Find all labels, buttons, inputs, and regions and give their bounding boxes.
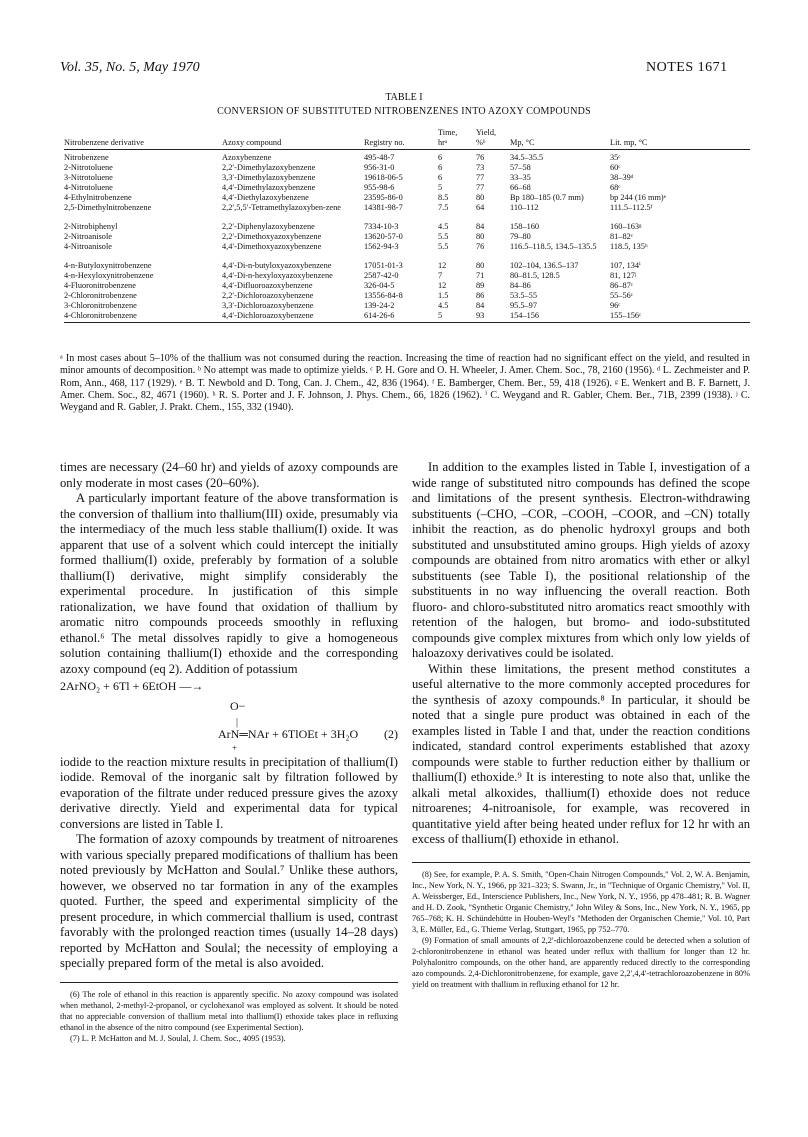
table-cell: 326-04-5: [364, 281, 395, 290]
table-header: Lit. mp, °C: [610, 138, 750, 150]
table-cell: 4,4′-Dimethoxyazoxybenzene: [222, 242, 322, 251]
table-cell: 19618-06-5: [364, 173, 403, 182]
table-row: [64, 271, 750, 281]
table-row: [64, 301, 750, 311]
table-header-top: Time,: [438, 128, 458, 137]
table-cell: 4,4′-Difluoroazoxybenzene: [222, 281, 313, 290]
paragraph: times are necessary (24–60 hr) and yields of azoxy compounds are only moderate in most cases (20–60%).: [60, 460, 398, 490]
table-row: [64, 311, 750, 323]
table-row: [64, 183, 750, 193]
table-cell: 5.5: [438, 242, 449, 251]
table-cell: 118.5, 135ʰ: [610, 242, 648, 251]
table-cell: 80–81.5, 128.5: [510, 271, 560, 280]
table-cell: 2587-42-0: [364, 271, 399, 280]
table-cell: 8.5: [438, 193, 449, 202]
table-caption: CONVERSION OF SUBSTITUTED NITROBENZENES INTO AZOXY COMPOUNDS: [217, 106, 591, 117]
table-cell: 2,5-Dimethylnitrobenzene: [64, 203, 152, 212]
table-cell: 4,4′-Dichloroazoxybenzene: [222, 311, 364, 323]
table-row: [64, 291, 750, 301]
paragraph: Within these limitations, the present method constitutes a useful alternative to the more commonly accepted procedures for the synthesis of azoxy compounds.⁸ In particular, it should be noted that a single pure product was obtained in each of the examples listed in Table I and that, under the reaction conditions indicated, standard control experiments established that azoxy compounds were stable to further reduction either by thallium or thallium(I) ethoxide.⁹ It is interesting to note also that, unlike the alkali metal alkoxides, thallium(I) ethoxide does not reduce nitroarenes; 4-nitroanisole, for example, was recovered in quantitative yield after being heated under reflux for 12 hr with an excess of thallium(I) ethoxide in ethanol.: [412, 661, 750, 846]
table-cell: 2,2′-Dichloroazoxybenzene: [222, 291, 314, 300]
table-header: Azoxy compound: [222, 138, 364, 150]
table-header-top: Yield,: [476, 128, 497, 137]
table-cell: 4-Fluoronitrobenzene: [64, 281, 136, 290]
table-cell: 956-31-0: [364, 163, 395, 172]
table-cell: 2-Nitrobiphenyl: [64, 222, 118, 231]
table-cell: 2-Nitrotoluene: [64, 163, 113, 172]
table-cell: 4.5: [438, 222, 449, 231]
table-cell: 66–68: [510, 183, 531, 192]
table-cell: 34.5–35.5: [510, 153, 544, 162]
footnote-6: (6) The role of ethanol in this reaction is apparently specific. No azoxy compound was isolated when methanol, 2-methyl-2-propanol, or cyclohexanol was employed as solvent. It should be noted that no appreciable conversion of thallium metal into thallium(I) ethoxide takes place in refluxing ethanol in the absence of the nitro compound (see Experimental Section).: [60, 989, 398, 1032]
paragraph: The formation of azoxy compounds by treatment of nitroarenes with various specially prepared modifications of thallium has been noted previously by McHatton and Soulal.⁷ Unlike these authors, however, we observed no tar formation in any of the examples quoted. Further, the speed and experimental simplicity of the present procedure, in which commercial thallium is used, contrast favorably with the prolonged reaction times (usually 14–28 days) reported by McHatton and Soulal; the necessity of employing a specially prepared form of the metal is also avoided.: [60, 832, 398, 970]
table-cell: 57–58: [510, 163, 531, 172]
paragraph: In addition to the examples listed in Table I, investigation of a wide range of substituted nitro compounds has defined the scope and limitations of the present synthesis. Electron-withdrawing substituents (–CHO, –COR, –COOH, –COOR, and –CN) totally inhibit the reaction, as do phenolic hydroxyl groups and both substituted and unsubstituted amino groups. High yields of azoxy compounds are obtained from nitro aromatics with ether or alkyl substituents (see Table I), the positional relationship of the substituents in no way influencing the overall reaction. Both fluoro- and chloro-substituted nitro aromatics react smoothly with retention of the halogen, but bromo- and iodo-substituted compounds give complex mixtures from which only low yields of haloazoxy derivatives could be isolated.: [412, 460, 750, 660]
equation-oxygen: O−: [230, 698, 246, 713]
table-cell: 495-48-7: [364, 153, 395, 162]
table-header: hrᵃ: [438, 138, 476, 150]
table-cell: 4-Nitrotoluene: [64, 183, 113, 192]
table-cell: 80: [476, 193, 485, 202]
table-cell: 68ᶜ: [610, 183, 621, 192]
equation-charge: +: [232, 742, 238, 753]
table-cell: 81, 127ʲ: [610, 271, 637, 280]
table-cell: 3,3′-Dimethylazoxybenzene: [222, 173, 316, 182]
table-cell: 7: [438, 271, 443, 280]
azoxy-table: [64, 128, 750, 323]
footnote-7: (7) L. P. McHatton and M. J. Soulal, J. Chem. Soc., 4095 (1953).: [70, 1033, 286, 1043]
footnotes-left: [60, 989, 398, 1044]
table-cell: 139-24-2: [364, 301, 395, 310]
footnotes-right: [412, 869, 750, 990]
equation-bond: |: [236, 716, 239, 728]
paragraph: A particularly important feature of the above transformation is the conversion of thallium into thallium(III) oxide, presumably via the intermediacy of the much less stable thallium(I) oxide. It was apparent that use of a solvent which could intercept the initially formed thallium(I) oxide, preferably by formation of a soluble thallium(I) derivative, might simplify considerably the experimental procedure. In justification of this simple rationalization, we have found that oxidation of thallium by aromatic nitro compounds proceeds smoothly in refluxing ethanol.⁶ The metal dissolves rapidly to give a homogeneous solution containing thallium(I) ethoxide and the corresponding azoxy compound (eq 2). Addition of potassium: [60, 491, 398, 676]
table-cell: 77: [476, 173, 485, 182]
table-cell: 1562-94-3: [364, 242, 399, 251]
table-cell: 4-Nitroanisole: [64, 242, 112, 251]
table-cell: Nitrobenzene: [64, 153, 109, 162]
table-cell: 4-n-Hexyloxynitrobenzene: [64, 271, 154, 280]
equation-2: [60, 695, 398, 755]
table-header: Registry no.: [364, 138, 438, 150]
table-cell: 80: [476, 232, 485, 241]
running-header-page: NOTES 1671: [646, 60, 728, 75]
table-cell: 4.5: [438, 301, 449, 310]
table-header-top: [610, 128, 750, 138]
table-cell: 2,2′,5,5′-Tetramethylazoxyben-zene: [222, 203, 341, 212]
table-cell: 5: [438, 311, 476, 323]
table-title: TABLE I: [385, 92, 423, 103]
table-cell: Azoxybenzene: [222, 153, 272, 162]
table-cell: 73: [476, 163, 485, 172]
table-cell: 158–160: [510, 222, 540, 231]
running-header-volume: Vol. 35, No. 5, May 1970: [60, 60, 200, 75]
table-footnotes: ᵃ In most cases about 5–10% of the thallium was not consumed during the reaction. Increasing the time of reaction had no significant effect on the yield, and resulted in minor amounts of decomposition. ᵇ No attempt was made to optimize yields. ᶜ P. H. Gore and O. H. Wheeler, J. Amer. Chem. Soc., 78, 2160 (1956). ᵈ L. Zechmeister and P. Rom, Ann., 468, 117 (1929). ᵉ B. T. Newbold and D. Tong, Can. J. Chem., 42, 836 (1964). ᶠ E. Bamberger, Chem. Ber., 59, 418 (1926). ᵍ E. Wenkert and B. F. Barnett, J. Amer. Chem. Soc., 82, 4671 (1960). ʰ R. S. Porter and J. F. Johnson, J. Phys. Chem., 66, 1826 (1962). ⁱ C. Weygand and R. Gabler, Chem. Ber., 71B, 2399 (1938). ʲ C. Weygand and R. Gabler, J. Prakt. Chem., 155, 332 (1940).: [60, 353, 750, 414]
table-cell: 2,2′-Diphenylazoxybenzene: [222, 222, 315, 231]
left-column: [60, 460, 398, 1044]
table-cell: 110–112: [510, 203, 539, 212]
table-cell: 154–156: [510, 311, 610, 323]
table-cell: 160–163ᵍ: [610, 222, 642, 231]
table-cell: 2-Nitroanisole: [64, 232, 112, 241]
table-header-top: [364, 128, 438, 138]
table-cell: 86–87ᶜ: [610, 281, 633, 290]
table-cell: 4,4′-Di-n-butyloxyazoxybenzene: [222, 261, 332, 270]
table-cell: 12: [438, 261, 447, 270]
table-cell: 3-Chloronitrobenzene: [64, 301, 137, 310]
footnote-9: (9) Formation of small amounts of 2,2′-dichloroazobenzene could be detected when a solution of 2-chloronitrobenzene in ethanol was heated under reflux with thallium for longer than 12 hr. Polyhalonitro compounds, on the other hand, are apparently reduced directly to the corresponding azo compounds. 2,4-Dichloronitrobenzene, for example, gave 2,2′,4,4′-tetrachloroazobenzene in 80% yield on treatment with thallium in refluxing ethanol for 12 hr.: [412, 935, 750, 989]
table-cell: 4,4′-Dimethylazoxybenzene: [222, 183, 316, 192]
table-row: [64, 232, 750, 242]
equation-products: ArN═NAr + 6TlOEt + 3H₂O: [218, 726, 359, 741]
table-row: [64, 242, 750, 252]
table-cell: 6: [438, 153, 443, 162]
table-cell: 13620-57-0: [364, 232, 403, 241]
table-cell: 17051-01-3: [364, 261, 403, 270]
table-cell: 81–82ᶜ: [610, 232, 633, 241]
table-cell: 5.5: [438, 232, 449, 241]
equation-number: (2): [384, 726, 398, 741]
table-cell: 4-Ethylnitrobenzene: [64, 193, 132, 202]
table-cell: 4-n-Butyloxynitrobenzene: [64, 261, 152, 270]
footnote-divider: [60, 982, 398, 983]
footnote-8: (8) See, for example, P. A. S. Smith, "Open-Chain Nitrogen Compounds," Vol. 2, W. A. Benjamin, Inc., New York, N. Y., 1966, pp 321–323; S. Swann, Jr., in "Technique of Organic Chemistry," Vol. II, A. Weissberger, Ed., Interscience Publishers, Inc., New York, N. Y., 1956, pp 478–481; R. B. Wagner and H. D. Zook, "Synthetic Organic Chemistry," John Wiley & Sons, Inc., New York, N. Y., 1965, pp 765–768; K. H. Schündehütte in Houben-Weyl's "Methoden der Organischen Chemie," Vol. 10, Part 3, E. Müller, Ed., G. Thieme Verlag, Stuttgart, 1965, pp 752–770.: [412, 869, 750, 934]
table-row: [64, 173, 750, 183]
table-cell: 53.5–55: [510, 291, 537, 300]
table-cell: 614-26-6: [364, 311, 438, 323]
table-cell: Bp 180–185 (0.7 mm): [510, 193, 584, 202]
table-cell: 4-Chloronitrobenzene: [64, 311, 222, 323]
table-cell: 3,3′-Dichloroazoxybenzene: [222, 301, 314, 310]
table-cell: 3-Nitrotoluene: [64, 173, 113, 182]
table-cell: 84: [476, 222, 485, 231]
table-cell: 2-Chloronitrobenzene: [64, 291, 137, 300]
table-cell: 155–156ᶜ: [610, 311, 750, 323]
table-cell: 77: [476, 183, 485, 192]
table-cell: 23595-86-0: [364, 193, 403, 202]
table-row: [64, 193, 750, 203]
table-cell: 7334-10-3: [364, 222, 399, 231]
table-cell: 12: [438, 281, 447, 290]
table-header-top: [222, 128, 364, 138]
table-cell: 38–39ᵈ: [610, 173, 634, 182]
footnote-divider: [412, 862, 750, 863]
table-cell: 107, 134ⁱ: [610, 261, 641, 270]
table-cell: 64: [476, 203, 485, 212]
table-cell: 35ᶜ: [610, 153, 621, 162]
table-row: [64, 150, 750, 164]
table-row: [64, 213, 750, 232]
table-cell: 96ᶜ: [610, 301, 621, 310]
table-cell: 7.5: [438, 203, 449, 212]
table-cell: 116.5–118.5, 134.5–135.5: [510, 242, 597, 251]
table-header: Mp, °C: [510, 138, 610, 150]
table-cell: 93: [476, 311, 510, 323]
table-cell: 2,2′-Dimethylazoxybenzene: [222, 163, 316, 172]
table-cell: 89: [476, 281, 485, 290]
table-cell: 6: [438, 163, 443, 172]
table-cell: 5: [438, 183, 443, 192]
table-row: [64, 203, 750, 213]
table-cell: 1.5: [438, 291, 449, 300]
table-cell: 84–86: [510, 281, 531, 290]
table-cell: 33–35: [510, 173, 531, 182]
table-cell: 102–104, 136.5–137: [510, 261, 579, 270]
table-cell: 6: [438, 173, 443, 182]
table-cell: 955-98-6: [364, 183, 395, 192]
table-cell: 76: [476, 153, 485, 162]
paragraph: iodide to the reaction mixture results in precipitation of thallium(I) iodide. Removal of the inorganic salt by filtration followed by evaporation of the filtrate under reduced pressure gives the azoxy derivative directly. Yield and experimental data for typical conversions are listed in Table I.: [60, 754, 398, 831]
table-row: [64, 163, 750, 173]
table-row: [64, 281, 750, 291]
table-cell: 2,2′-Dimethoxyazoxybenzene: [222, 232, 322, 241]
table-cell: 84: [476, 301, 485, 310]
table-cell: 79–80: [510, 232, 531, 241]
table-header-top: [510, 128, 610, 138]
table-cell: 111.5–112.5ᶠ: [610, 203, 653, 212]
table-header-top: [64, 128, 222, 138]
equation-line: 2ArNO₂ + 6Tl + 6EtOH —→: [60, 679, 204, 693]
table-cell: 14381-98-7: [364, 203, 403, 212]
table-cell: 80: [476, 261, 485, 270]
table-cell: bp 244 (16 mm)ᵉ: [610, 193, 666, 202]
table-cell: 76: [476, 242, 485, 251]
table-cell: 4,4′-Diethylazoxybenzene: [222, 193, 309, 202]
table-cell: 71: [476, 271, 485, 280]
table-cell: 60ᶜ: [610, 163, 621, 172]
table-row: [64, 252, 750, 271]
table-header: %ᵇ: [476, 138, 510, 150]
table-cell: 13556-84-8: [364, 291, 403, 300]
table-cell: 4,4′-Di-n-hexyloxyazoxybenzene: [222, 271, 333, 280]
table-cell: 55–56ᶜ: [610, 291, 633, 300]
table-cell: 86: [476, 291, 485, 300]
table-header: Nitrobenzene derivative: [64, 138, 222, 150]
right-column: [412, 460, 750, 990]
table-cell: 95.5–97: [510, 301, 537, 310]
